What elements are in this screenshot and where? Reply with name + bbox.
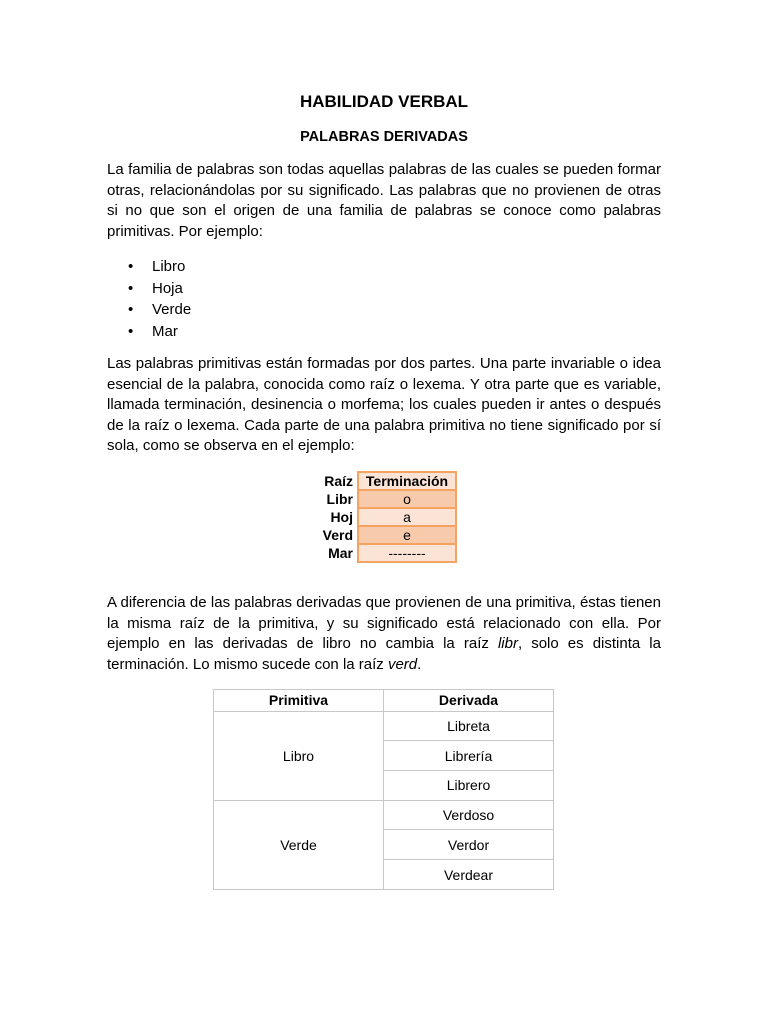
list-item: • Hoja [128,278,191,300]
primitive-examples-list [128,256,191,342]
root-cell: Hoj [330,509,353,525]
bullet-icon: • [128,279,134,297]
ending-cell: o [358,490,456,508]
derived-cell: Librero [384,771,554,801]
bullet-icon: • [128,258,134,275]
derived-paragraph: A diferencia de las palabras derivadas que provienen de una primitiva, éstas tienen la misma raíz de la primitiva, y su significado está relacionado con ella. Por ejemplo en las derivadas de libro no cambia la raíz libr, solo es distinta la terminación. Lo mismo sucede con la raíz verd. [107,594,661,673]
derived-cell: Libreta [384,711,554,741]
table-header-row [315,472,456,490]
bullet-icon: • [128,322,134,340]
root-cell: Libr [326,491,353,507]
page-title: HABILIDAD VERBAL [299,92,469,111]
table-row [214,800,554,830]
derived-cell: Librería [384,741,554,771]
root-example-verd: verd [387,655,418,673]
intro-paragraph: La familia de palabras son todas aquellas palabras de las cuales se pueden formar otras, relacionándolas por su significado. Las palabras que no provienen de otras si no que son el origen de una familia de palabras se conoce como palabras primitivas. Por ejemplo: [107,161,661,240]
header-ending: Terminación [358,472,456,490]
header-primitive: Primitiva [214,690,384,712]
structure-paragraph: Las palabras primitivas están formadas por dos partes. Una parte invariable o idea esencial de la palabra, conocida como raíz o lexema. Y otra parte que es variable, llamada terminación, desinencia o morfema; los cuales pueden ir antes o después de la raíz o lexema. Cada parte de una palabra primitiva no tiene significado por sí sola, como se observa en el ejemplo: [107,355,661,454]
list-item: • Mar [128,321,191,343]
list-item: • Libro [128,256,191,278]
primitive-cell: Verde [214,800,384,889]
table-row [315,526,456,544]
ending-cell: e [358,526,456,544]
table-row [315,508,456,526]
list-item: • Verde [128,299,191,321]
section-subtitle: PALABRAS DERIVADAS [300,129,468,145]
derived-cell: Verdor [384,830,554,860]
root-cell: Mar [328,545,353,561]
derived-cell: Verdoso [384,800,554,830]
table-row [315,544,456,562]
header-root: Raíz [324,473,353,489]
root-example-libr: libr [497,635,518,652]
table-header-row [214,690,554,712]
root-ending-table [315,471,457,563]
table-row [315,490,456,508]
derived-cell: Verdear [384,860,554,890]
bullet-icon: • [128,301,134,318]
ending-cell: -------- [358,544,456,562]
derived-words-table [213,689,554,890]
root-cell: Verd [322,527,353,543]
table-row [214,711,554,741]
ending-cell: a [358,508,456,526]
header-derived: Derivada [384,690,554,712]
primitive-cell: Libro [214,711,384,800]
